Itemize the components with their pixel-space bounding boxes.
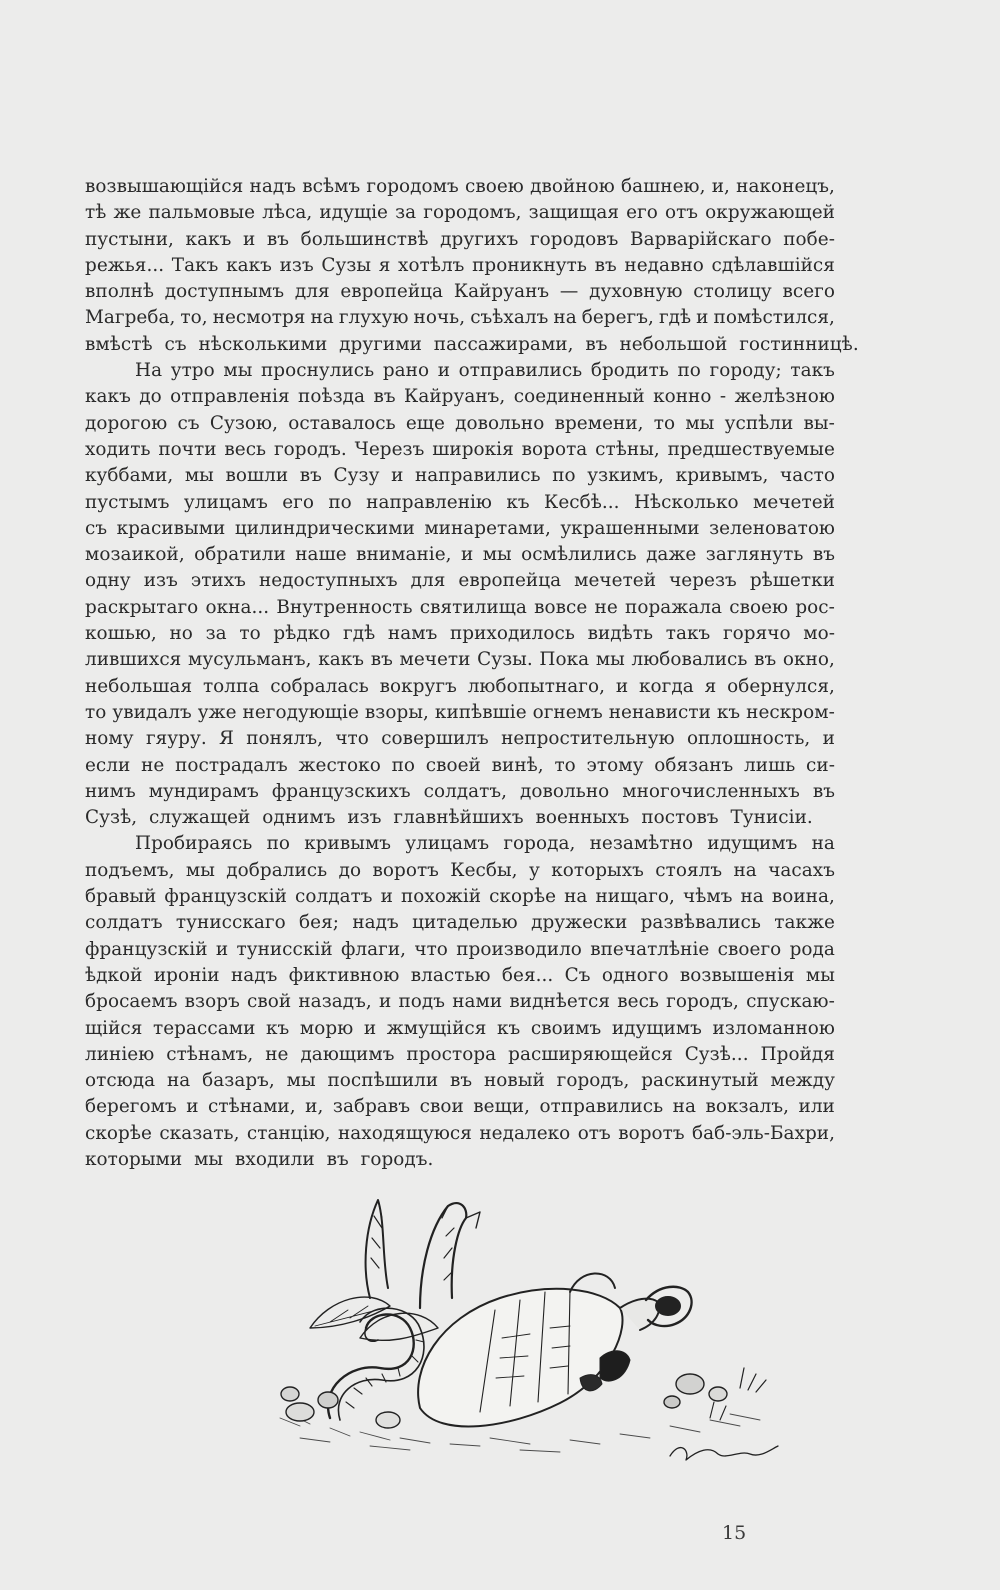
text-line: бросаемъ взоръ свой назадъ, и подъ нами виднѣется весь городъ, спускаю- [85, 991, 835, 1013]
text-line: раскрытаго окна... Внутренность святилища вовсе не поражала своею рос- [85, 596, 835, 618]
body-text [85, 174, 859, 1173]
page-number: 15 [722, 1522, 747, 1544]
text-line: скорѣе сказать, станцію, находящуюся недалеко отъ воротъ баб-эль-Бахри, [85, 1122, 835, 1144]
text-line: кошью, но за то рѣдко гдѣ намъ приходилось видѣть такъ горячо мо- [85, 623, 835, 645]
text-line: ѣдкой ироніи надъ фиктивною властью бея... Съ одного возвышенія мы [85, 964, 835, 986]
text-line: одну изъ этихъ недоступныхъ для европейца мечетей черезъ рѣшетки [85, 570, 835, 592]
text-line: лившихся мусульманъ, какъ въ мечети Сузы. Пока мы любовались въ окно, [85, 649, 835, 671]
text-line: солдатъ тунисскаго бея; надъ цитаделью дружески развѣвались также [85, 912, 835, 934]
text-line: возвышающійся надъ всѣмъ городомъ своею двойною башнею, и, наконецъ, [85, 176, 835, 197]
text-line: подъемъ, мы добрались до воротъ Кесбы, у которыхъ стоялъ на часахъ [85, 859, 835, 881]
text-line: тѣ же пальмовые лѣса, идущіе за городомъ, защищая его отъ окружающей [85, 202, 835, 224]
text-line: линіею стѣнамъ, не дающимъ простора расширяющейся Сузѣ... Пройдя [85, 1043, 835, 1065]
text-line: какъ до отправленія поѣзда въ Кайруанъ, соединенный конно - желѣзною [85, 386, 835, 408]
text-line: На утро мы проснулись рано и отправились бродить по городу; такъ [135, 360, 835, 382]
text-line: куббами, мы вошли въ Сузу и направились по узкимъ, кривымъ, часто [85, 465, 835, 487]
text-line: Магреба, то, несмотря на глухую ночь, съѣхалъ на берегъ, гдѣ и помѣстился, [85, 307, 835, 329]
text-line: мозаикой, обратили наше вниманіе, и мы осмѣлились даже заглянуть въ [85, 544, 835, 566]
text-line: вполнѣ доступнымъ для европейца Кайруанъ — духовную столицу всего [85, 281, 835, 303]
text-line: которыми мы входили въ городъ. [85, 1148, 434, 1170]
text-line: съ красивыми цилиндрическими минаретами, украшенными зеленоватою [85, 517, 835, 539]
text-line: режья... Такъ какъ изъ Сузы я хотѣлъ проникнуть въ недавно сдѣлавшійся [85, 254, 835, 276]
text-line: дорогою съ Сузою, оставалось еще довольно времени, то мы успѣли вы- [85, 412, 835, 434]
text-line: ходить почти весь городъ. Черезъ широкія ворота стѣны, предшествуемые [85, 438, 835, 460]
text-line: Сузѣ, служащей однимъ изъ главнѣйшихъ военныхъ постовъ Тунисіи. [85, 807, 813, 829]
text-line: щійся терассами къ морю и жмущійся къ своимъ идущимъ изломанною [85, 1017, 835, 1039]
text-line: ному гяуру. Я понялъ, что совершилъ непростительную оплошность, и [85, 728, 835, 750]
broken-amphora-with-serpent-vignette-icon [270, 1188, 800, 1488]
text-line: бравый французскій солдатъ и похожій скорѣе на нищаго, чѣмъ на воина, [85, 886, 835, 908]
text-line: берегомъ и стѣнами, и, забравъ свои вещи, отправились на вокзалъ, или [85, 1096, 835, 1118]
text-line: вмѣстѣ съ нѣсколькими другими пассажирами, въ небольшой гостинницѣ. [85, 333, 859, 355]
text-line: пустыни, какъ и въ большинствѣ другихъ городовъ Варварійскаго побе- [85, 228, 835, 250]
text-line: французскій и тунисскій флаги, что производило впечатлѣніе своего рода [85, 938, 835, 960]
text-line: Пробираясь по кривымъ улицамъ города, незамѣтно идущимъ на [135, 833, 835, 855]
text-line: нимъ мундирамъ французскихъ солдатъ, довольно многочисленныхъ въ [85, 780, 835, 802]
text-line: отсюда на базаръ, мы поспѣшили въ новый городъ, раскинутый между [85, 1070, 835, 1092]
text-line: небольшая толпа собралась вокругъ любопытнаго, и когда я обернулся, [85, 675, 835, 697]
text-line: то увидалъ уже негодующіе взоры, кипѣвшіе огнемъ ненависти къ нескром- [85, 701, 835, 723]
text-line: пустымъ улицамъ его по направленію къ Кесбѣ... Нѣсколько мечетей [85, 491, 835, 513]
text-line: если не пострадалъ жестоко по своей винѣ, то этому обязанъ лишь си- [85, 754, 835, 776]
